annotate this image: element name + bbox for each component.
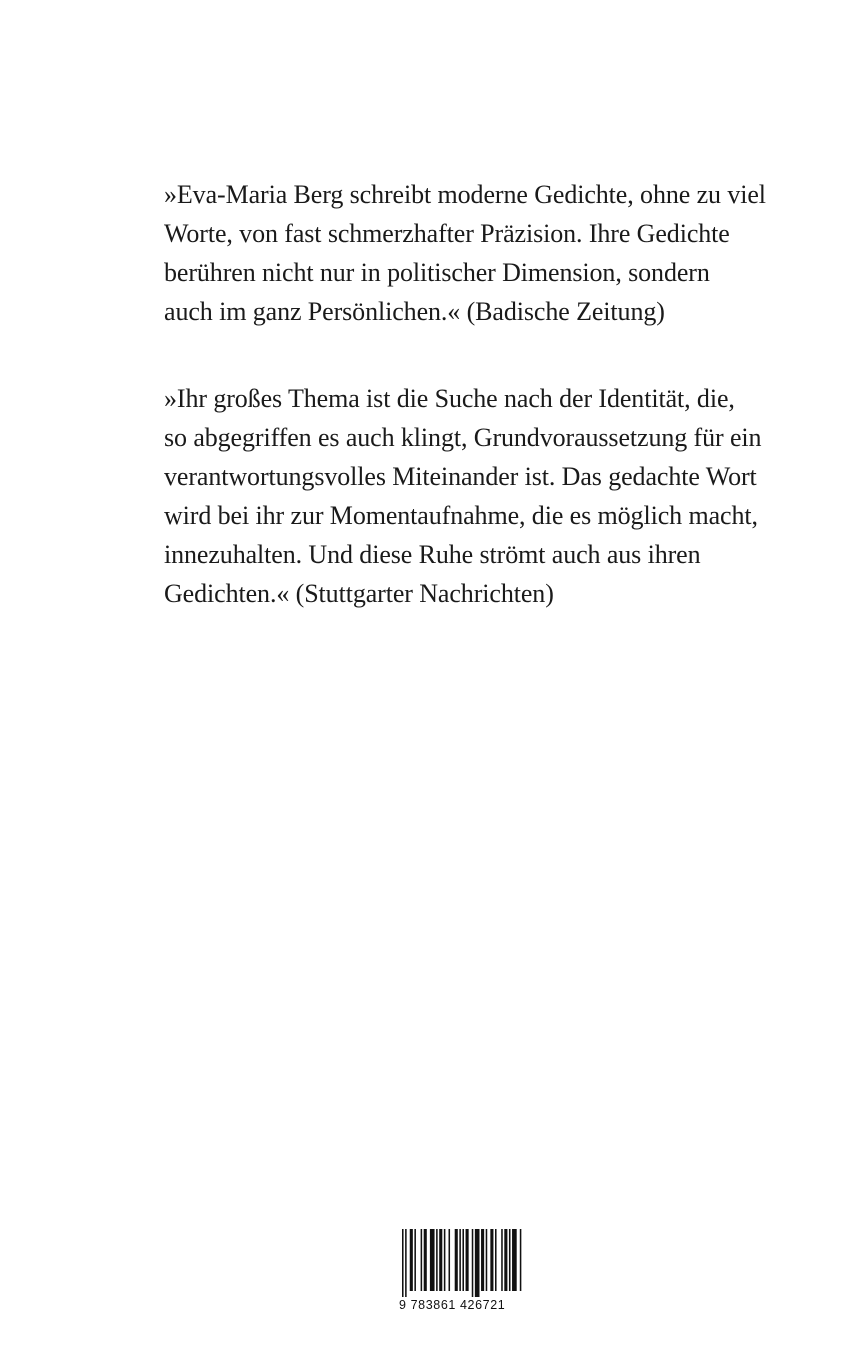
quote-line: innezuhalten. Und diese Ruhe strömt auch aus ihren [164,540,701,569]
quote-line: »Ihr großes Thema ist die Suche nach der Identität, die, [164,384,735,413]
quote-line: verantwortungsvolles Miteinander ist. Das gedachte Wort [164,462,757,491]
review-quote-badische-zeitung [164,175,766,331]
quote-line: »Eva-Maria Berg schreibt moderne Gedichte, ohne zu viel [164,180,766,209]
quote-line: Gedichten.« (Stuttgarter Nachrichten) [164,579,554,608]
quote-line: so abgegriffen es auch klingt, Grundvoraussetzung für ein [164,423,762,452]
quote-line: wird bei ihr zur Momentaufnahme, die es möglich macht, [164,501,758,530]
barcode-bars-icon [398,1229,526,1297]
isbn-number: 9 783861 426721 [399,1298,506,1312]
quote-line: auch im ganz Persönlichen.« (Badische Zeitung) [164,297,665,326]
quote-line: berühren nicht nur in politischer Dimension, sondern [164,258,710,287]
review-quote-stuttgarter-nachrichten [164,379,761,613]
quote-line: Worte, von fast schmerzhafter Präzision. Ihre Gedichte [164,219,730,248]
